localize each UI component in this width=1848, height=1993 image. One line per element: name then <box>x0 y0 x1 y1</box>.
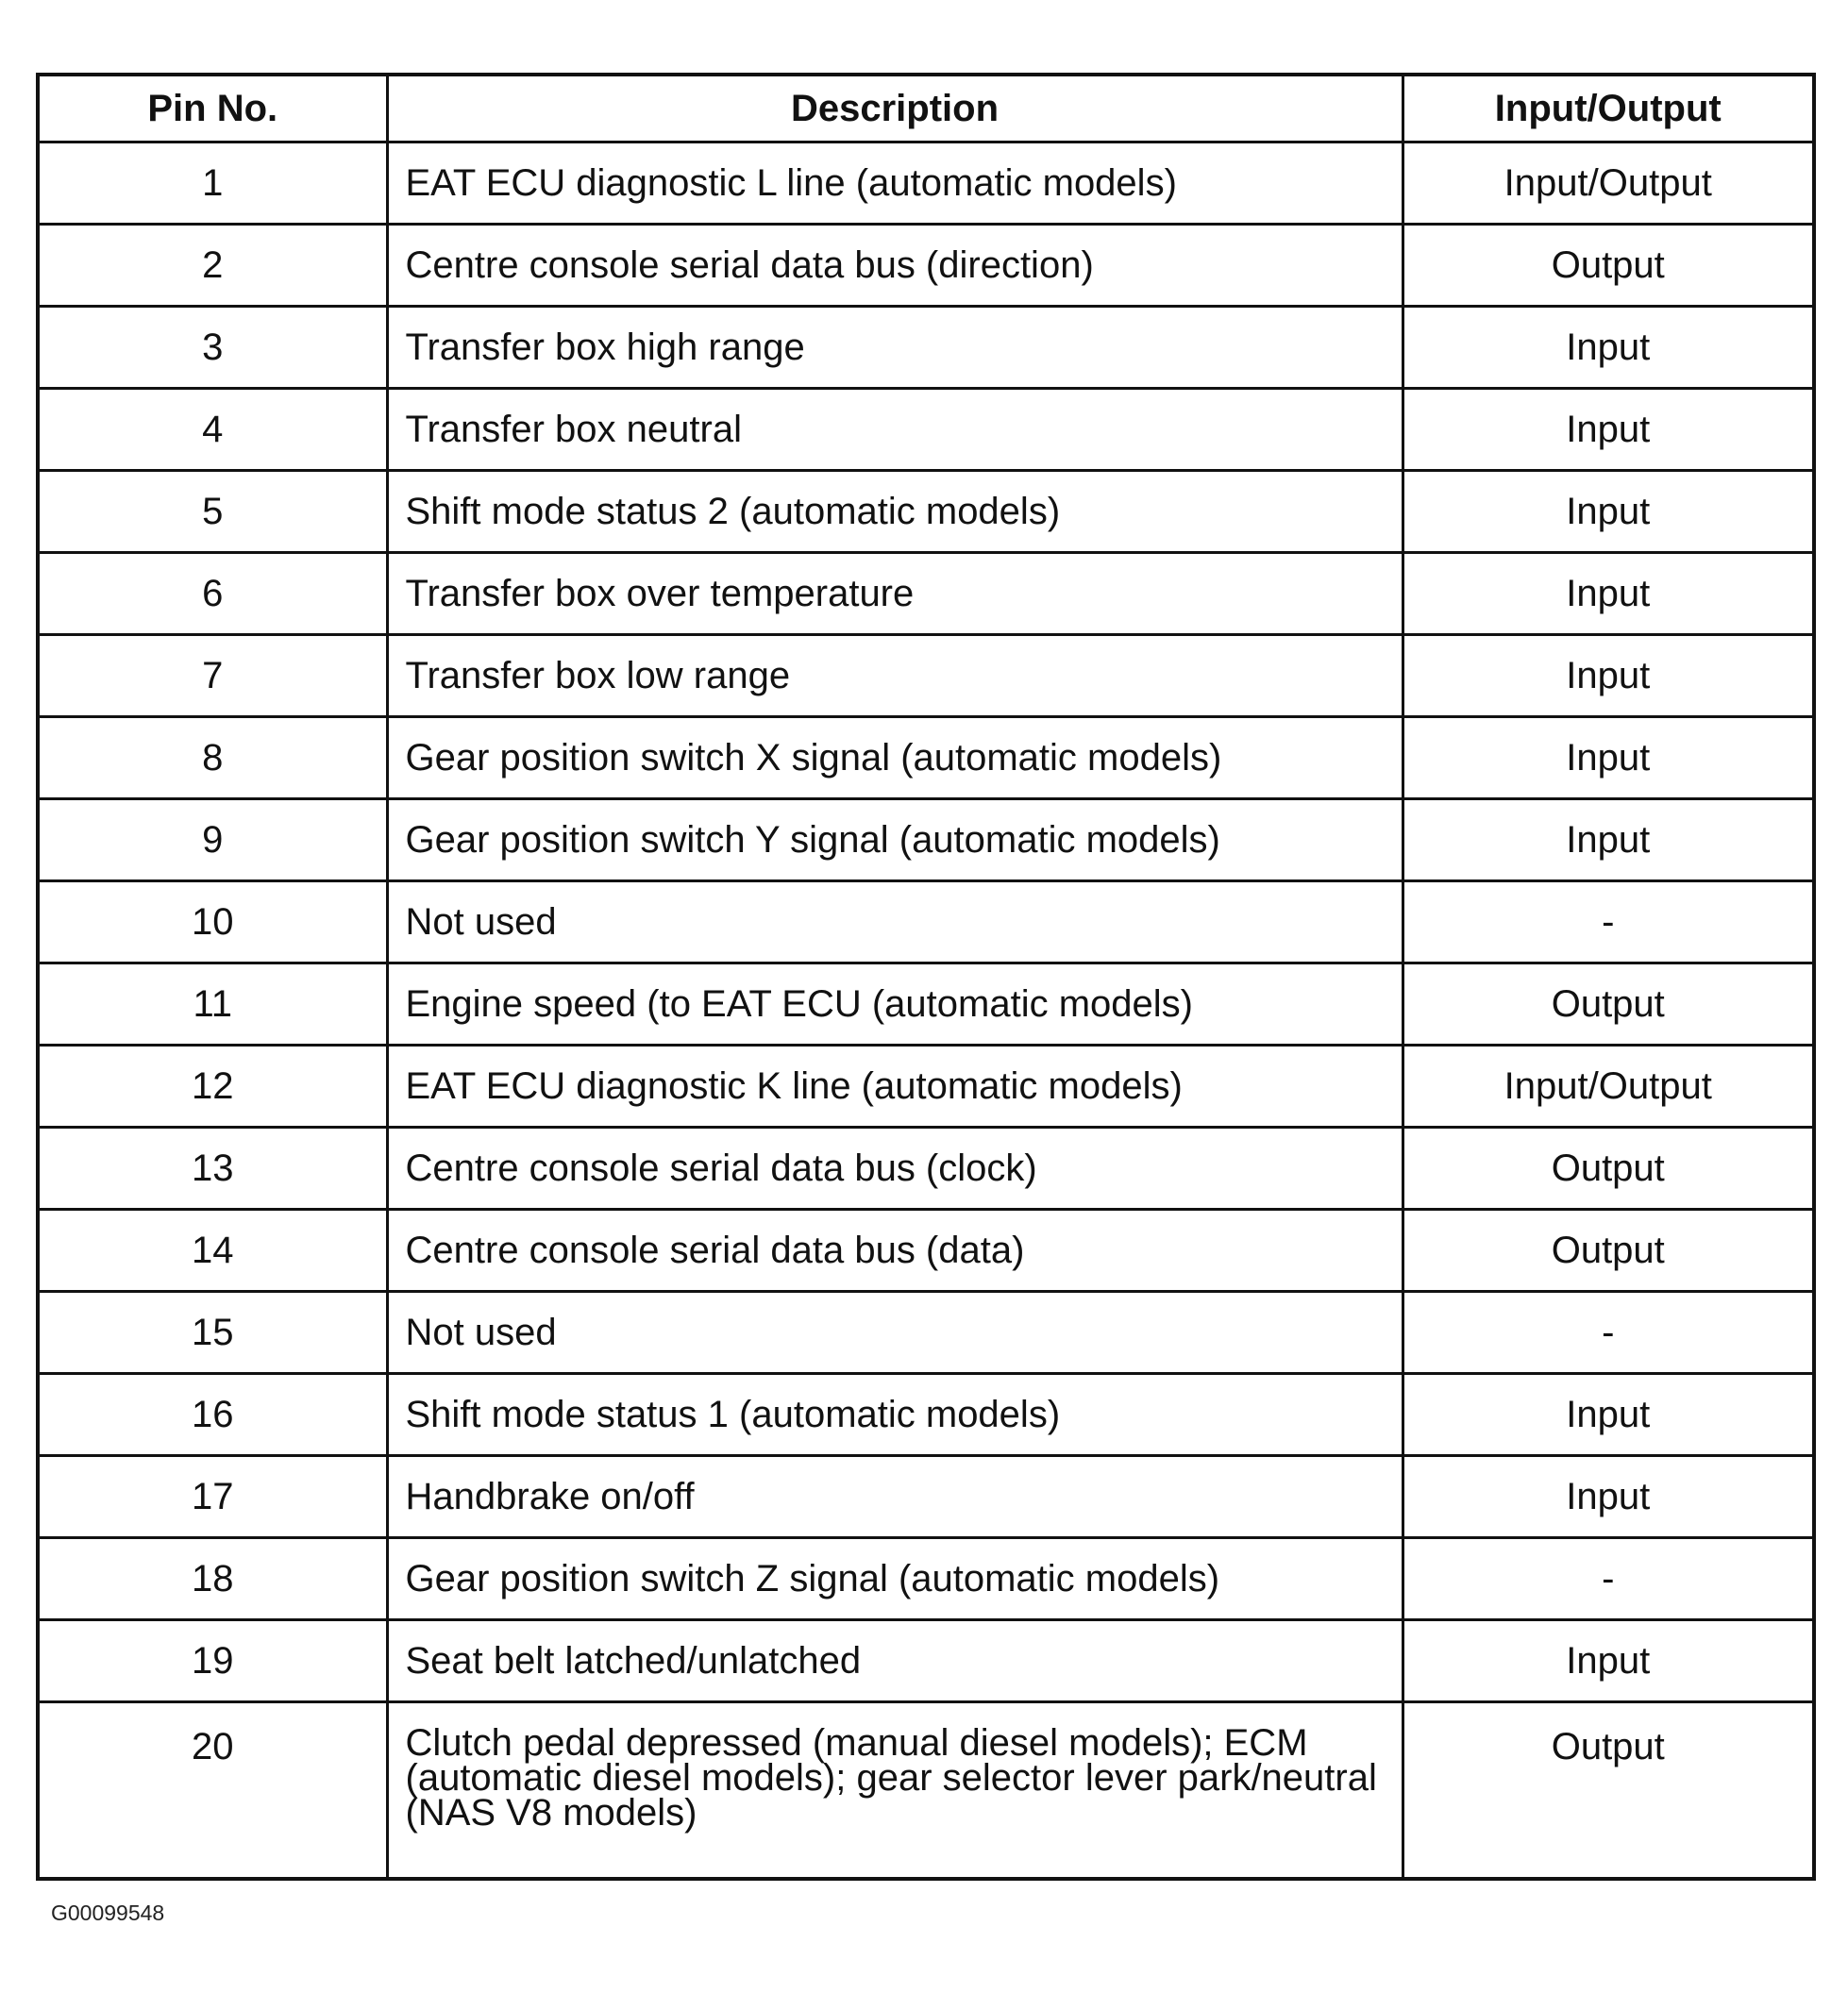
table-row <box>38 1210 1814 1292</box>
pin-cell: 15 <box>38 1292 387 1374</box>
description-cell: Not used <box>387 881 1403 963</box>
io-cell: Input <box>1403 799 1814 881</box>
table-row <box>38 1046 1814 1128</box>
description-cell: Transfer box high range <box>387 307 1403 389</box>
io-cell: Input <box>1403 1456 1814 1538</box>
table-row <box>38 717 1814 799</box>
table-body <box>38 142 1814 1880</box>
description-cell: Engine speed (to EAT ECU (automatic models) <box>387 963 1403 1046</box>
description-cell: Centre console serial data bus (direction) <box>387 225 1403 307</box>
table-row <box>38 1702 1814 1880</box>
description-cell: Transfer box neutral <box>387 389 1403 471</box>
pin-cell: 20 <box>38 1702 387 1880</box>
pin-cell: 3 <box>38 307 387 389</box>
io-cell: Input/Output <box>1403 1046 1814 1128</box>
description-cell: Not used <box>387 1292 1403 1374</box>
io-cell: - <box>1403 1292 1814 1374</box>
pin-cell: 1 <box>38 142 387 225</box>
description-cell: Gear position switch X signal (automatic models) <box>387 717 1403 799</box>
table-row <box>38 142 1814 225</box>
io-cell: Output <box>1403 963 1814 1046</box>
description-cell: Clutch pedal depressed (manual diesel models); ECM (automatic diesel models); gear selector lever park/neutral (NAS V8 models) <box>387 1702 1403 1880</box>
table-header-row <box>38 75 1814 142</box>
description-cell: Transfer box over temperature <box>387 553 1403 635</box>
io-cell: - <box>1403 1538 1814 1620</box>
table-row <box>38 553 1814 635</box>
io-cell: Input <box>1403 553 1814 635</box>
pin-cell: 18 <box>38 1538 387 1620</box>
table-row <box>38 1292 1814 1374</box>
io-cell: Output <box>1403 1210 1814 1292</box>
header-description: Description <box>387 75 1403 142</box>
pin-cell: 12 <box>38 1046 387 1128</box>
pin-cell: 19 <box>38 1620 387 1702</box>
pin-cell: 8 <box>38 717 387 799</box>
header-pin-no: Pin No. <box>38 75 387 142</box>
table-row <box>38 1128 1814 1210</box>
header-input-output: Input/Output <box>1403 75 1814 142</box>
io-cell: Input/Output <box>1403 142 1814 225</box>
pin-cell: 4 <box>38 389 387 471</box>
io-cell: - <box>1403 881 1814 963</box>
io-cell: Input <box>1403 471 1814 553</box>
table-row <box>38 389 1814 471</box>
pin-cell: 11 <box>38 963 387 1046</box>
description-cell: EAT ECU diagnostic K line (automatic models) <box>387 1046 1403 1128</box>
description-cell: Transfer box low range <box>387 635 1403 717</box>
pin-cell: 5 <box>38 471 387 553</box>
description-cell: Centre console serial data bus (clock) <box>387 1128 1403 1210</box>
table-row <box>38 635 1814 717</box>
pin-cell: 17 <box>38 1456 387 1538</box>
table-row <box>38 1620 1814 1702</box>
io-cell: Output <box>1403 1702 1814 1880</box>
description-cell: Handbrake on/off <box>387 1456 1403 1538</box>
table-row <box>38 963 1814 1046</box>
io-cell: Input <box>1403 389 1814 471</box>
io-cell: Input <box>1403 307 1814 389</box>
description-cell: Shift mode status 2 (automatic models) <box>387 471 1403 553</box>
description-cell: Centre console serial data bus (data) <box>387 1210 1403 1292</box>
pin-cell: 10 <box>38 881 387 963</box>
description-cell: EAT ECU diagnostic L line (automatic models) <box>387 142 1403 225</box>
figure-id: G00099548 <box>51 1901 165 1925</box>
io-cell: Input <box>1403 1620 1814 1702</box>
description-cell: Seat belt latched/unlatched <box>387 1620 1403 1702</box>
pin-cell: 6 <box>38 553 387 635</box>
description-cell: Gear position switch Y signal (automatic models) <box>387 799 1403 881</box>
table-row <box>38 1374 1814 1456</box>
io-cell: Input <box>1403 635 1814 717</box>
pin-cell: 14 <box>38 1210 387 1292</box>
table-row <box>38 1456 1814 1538</box>
table-row <box>38 225 1814 307</box>
description-cell: Shift mode status 1 (automatic models) <box>387 1374 1403 1456</box>
description-cell: Gear position switch Z signal (automatic models) <box>387 1538 1403 1620</box>
io-cell: Input <box>1403 1374 1814 1456</box>
io-cell: Output <box>1403 225 1814 307</box>
io-cell: Input <box>1403 717 1814 799</box>
table-row <box>38 1538 1814 1620</box>
pin-cell: 16 <box>38 1374 387 1456</box>
pin-cell: 13 <box>38 1128 387 1210</box>
table-row <box>38 307 1814 389</box>
pin-cell: 2 <box>38 225 387 307</box>
table-row <box>38 471 1814 553</box>
table-row <box>38 881 1814 963</box>
table-row <box>38 799 1814 881</box>
io-cell: Output <box>1403 1128 1814 1210</box>
pin-table <box>36 73 1816 1881</box>
pin-cell: 7 <box>38 635 387 717</box>
pin-cell: 9 <box>38 799 387 881</box>
